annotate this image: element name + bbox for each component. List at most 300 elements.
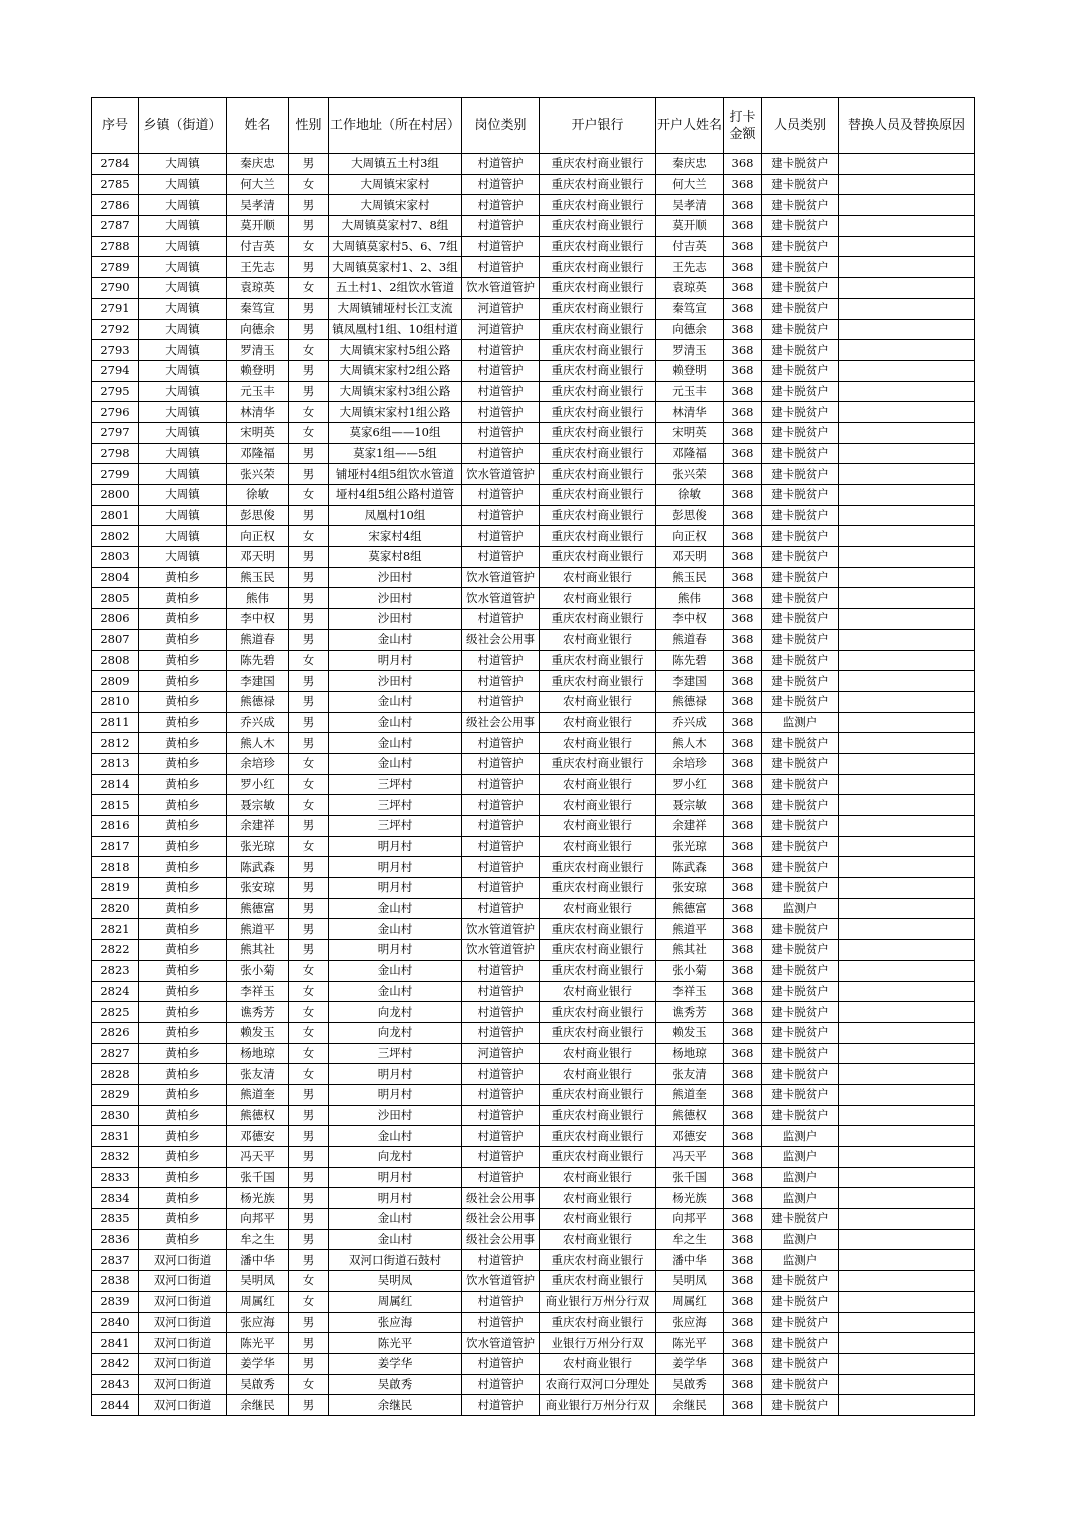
cell-replacement-reason	[839, 629, 975, 650]
cell-replacement-reason	[839, 174, 975, 195]
cell-amount: 368	[724, 422, 762, 443]
cell-work-address: 镇凤凰村1组、10组村道	[329, 319, 462, 340]
cell-work-address: 余继民	[329, 1395, 462, 1416]
table-row	[92, 1333, 975, 1354]
cell-township: 双河口街道	[139, 1374, 227, 1395]
cell-replacement-reason	[839, 1395, 975, 1416]
cell-township: 双河口街道	[139, 1333, 227, 1354]
cell-gender: 男	[289, 216, 329, 237]
table-row	[92, 195, 975, 216]
cell-bank: 农村商业银行	[540, 981, 656, 1002]
cell-bank: 重庆农村商业银行	[540, 422, 656, 443]
cell-amount: 368	[724, 526, 762, 547]
cell-bank: 商业银行万州分行双	[540, 1291, 656, 1312]
cell-person-category: 建卡脱贫户	[762, 1002, 839, 1023]
cell-work-address: 三坪村	[329, 774, 462, 795]
cell-work-address: 垭村4组5组公路村道管	[329, 485, 462, 506]
cell-account-holder: 吴明凤	[656, 1271, 724, 1292]
cell-person-category: 建卡脱贫户	[762, 1084, 839, 1105]
cell-work-address: 明月村	[329, 940, 462, 961]
cell-person-category: 建卡脱贫户	[762, 1105, 839, 1126]
table-row	[92, 1022, 975, 1043]
cell-replacement-reason	[839, 402, 975, 423]
cell-work-address: 沙田村	[329, 671, 462, 692]
cell-index: 2800	[92, 485, 139, 506]
cell-replacement-reason	[839, 650, 975, 671]
cell-person-category: 建卡脱贫户	[762, 319, 839, 340]
cell-name: 陈先碧	[227, 650, 289, 671]
cell-person-category: 建卡脱贫户	[762, 402, 839, 423]
cell-name: 邓德安	[227, 1126, 289, 1147]
cell-name: 邓天明	[227, 547, 289, 568]
cell-index: 2790	[92, 278, 139, 299]
cell-person-category: 建卡脱贫户	[762, 919, 839, 940]
cell-gender: 男	[289, 919, 329, 940]
cell-replacement-reason	[839, 236, 975, 257]
cell-replacement-reason	[839, 1147, 975, 1168]
cell-township: 黄柏乡	[139, 795, 227, 816]
cell-gender: 男	[289, 1395, 329, 1416]
cell-post-type: 村道管护	[462, 1353, 540, 1374]
table-row	[92, 919, 975, 940]
cell-bank: 重庆农村商业银行	[540, 381, 656, 402]
cell-bank: 重庆农村商业银行	[540, 340, 656, 361]
cell-gender: 女	[289, 774, 329, 795]
cell-bank: 重庆农村商业银行	[540, 1105, 656, 1126]
cell-person-category: 建卡脱贫户	[762, 940, 839, 961]
cell-work-address: 大周镇五土村3组	[329, 154, 462, 175]
cell-person-category: 建卡脱贫户	[762, 298, 839, 319]
cell-person-category: 建卡脱贫户	[762, 981, 839, 1002]
cell-township: 大周镇	[139, 298, 227, 319]
cell-index: 2792	[92, 319, 139, 340]
cell-index: 2818	[92, 857, 139, 878]
cell-index: 2840	[92, 1312, 139, 1333]
cell-name: 罗清玉	[227, 340, 289, 361]
cell-gender: 女	[289, 960, 329, 981]
cell-township: 黄柏乡	[139, 1209, 227, 1230]
cell-index: 2838	[92, 1271, 139, 1292]
cell-bank: 重庆农村商业银行	[540, 485, 656, 506]
cell-person-category: 建卡脱贫户	[762, 443, 839, 464]
cell-replacement-reason	[839, 1353, 975, 1374]
cell-township: 双河口街道	[139, 1250, 227, 1271]
cell-index: 2804	[92, 567, 139, 588]
cell-replacement-reason	[839, 712, 975, 733]
cell-person-category: 建卡脱贫户	[762, 526, 839, 547]
cell-work-address: 沙田村	[329, 609, 462, 630]
cell-replacement-reason	[839, 960, 975, 981]
cell-person-category: 建卡脱贫户	[762, 547, 839, 568]
cell-gender: 女	[289, 981, 329, 1002]
cell-bank: 农村商业银行	[540, 1043, 656, 1064]
cell-account-holder: 彭思俊	[656, 505, 724, 526]
cell-township: 大周镇	[139, 319, 227, 340]
cell-post-type: 村道管护	[462, 836, 540, 857]
cell-account-holder: 熊道春	[656, 629, 724, 650]
cell-bank: 重庆农村商业银行	[540, 1147, 656, 1168]
table-row	[92, 1002, 975, 1023]
cell-person-category: 建卡脱贫户	[762, 236, 839, 257]
cell-post-type: 饮水管道管护	[462, 1271, 540, 1292]
cell-account-holder: 熊玉民	[656, 567, 724, 588]
cell-township: 大周镇	[139, 195, 227, 216]
cell-amount: 368	[724, 712, 762, 733]
cell-account-holder: 李中权	[656, 609, 724, 630]
cell-gender: 男	[289, 1250, 329, 1271]
cell-index: 2836	[92, 1229, 139, 1250]
cell-amount: 368	[724, 485, 762, 506]
cell-work-address: 三坪村	[329, 1043, 462, 1064]
cell-replacement-reason	[839, 753, 975, 774]
cell-person-category: 建卡脱贫户	[762, 278, 839, 299]
cell-amount: 368	[724, 1395, 762, 1416]
cell-amount: 368	[724, 1022, 762, 1043]
cell-name: 赖发玉	[227, 1022, 289, 1043]
cell-gender: 女	[289, 1043, 329, 1064]
cell-name: 李中权	[227, 609, 289, 630]
cell-post-type: 村道管护	[462, 650, 540, 671]
cell-work-address: 金山村	[329, 1209, 462, 1230]
table-row	[92, 298, 975, 319]
cell-index: 2817	[92, 836, 139, 857]
cell-gender: 男	[289, 567, 329, 588]
cell-replacement-reason	[839, 526, 975, 547]
cell-amount: 368	[724, 836, 762, 857]
cell-account-holder: 赖发玉	[656, 1022, 724, 1043]
cell-person-category: 监测户	[762, 1229, 839, 1250]
cell-name: 熊德权	[227, 1105, 289, 1126]
cell-name: 李建国	[227, 671, 289, 692]
cell-name: 潘中华	[227, 1250, 289, 1271]
cell-replacement-reason	[839, 195, 975, 216]
cell-gender: 男	[289, 1084, 329, 1105]
cell-name: 熊道春	[227, 629, 289, 650]
cell-township: 大周镇	[139, 505, 227, 526]
cell-work-address: 明月村	[329, 878, 462, 899]
cell-name: 向邦平	[227, 1209, 289, 1230]
cell-gender: 女	[289, 836, 329, 857]
cell-account-holder: 元玉丰	[656, 381, 724, 402]
cell-bank: 重庆农村商业银行	[540, 360, 656, 381]
table-row	[92, 1084, 975, 1105]
cell-township: 黄柏乡	[139, 1147, 227, 1168]
cell-amount: 368	[724, 1188, 762, 1209]
cell-post-type: 河道管护	[462, 298, 540, 319]
cell-amount: 368	[724, 650, 762, 671]
cell-post-type: 村道管护	[462, 1312, 540, 1333]
cell-name: 张兴荣	[227, 464, 289, 485]
cell-index: 2789	[92, 257, 139, 278]
cell-person-category: 建卡脱贫户	[762, 464, 839, 485]
cell-person-category: 建卡脱贫户	[762, 174, 839, 195]
cell-index: 2828	[92, 1064, 139, 1085]
cell-work-address: 沙田村	[329, 588, 462, 609]
cell-account-holder: 熊伟	[656, 588, 724, 609]
cell-name: 李祥玉	[227, 981, 289, 1002]
table-row	[92, 816, 975, 837]
cell-township: 双河口街道	[139, 1271, 227, 1292]
cell-gender: 女	[289, 795, 329, 816]
cell-index: 2829	[92, 1084, 139, 1105]
cell-replacement-reason	[839, 940, 975, 961]
cell-replacement-reason	[839, 878, 975, 899]
cell-amount: 368	[724, 1271, 762, 1292]
cell-replacement-reason	[839, 1312, 975, 1333]
cell-amount: 368	[724, 878, 762, 899]
table-row	[92, 216, 975, 237]
cell-replacement-reason	[839, 1002, 975, 1023]
roster-table	[91, 97, 975, 1416]
cell-account-holder: 李祥玉	[656, 981, 724, 1002]
cell-replacement-reason	[839, 1022, 975, 1043]
cell-person-category: 建卡脱贫户	[762, 960, 839, 981]
cell-amount: 368	[724, 567, 762, 588]
cell-index: 2827	[92, 1043, 139, 1064]
cell-amount: 368	[724, 1167, 762, 1188]
cell-account-holder: 罗小红	[656, 774, 724, 795]
table-row	[92, 1291, 975, 1312]
cell-replacement-reason	[839, 857, 975, 878]
cell-bank: 重庆农村商业银行	[540, 753, 656, 774]
cell-index: 2816	[92, 816, 139, 837]
cell-replacement-reason	[839, 1271, 975, 1292]
cell-name: 熊其社	[227, 940, 289, 961]
cell-person-category: 建卡脱贫户	[762, 1064, 839, 1085]
cell-post-type: 级社会公用事	[462, 629, 540, 650]
cell-gender: 男	[289, 733, 329, 754]
cell-amount: 368	[724, 1064, 762, 1085]
cell-township: 黄柏乡	[139, 1043, 227, 1064]
cell-index: 2787	[92, 216, 139, 237]
cell-person-category: 建卡脱贫户	[762, 505, 839, 526]
cell-name: 彭思俊	[227, 505, 289, 526]
cell-amount: 368	[724, 816, 762, 837]
cell-amount: 368	[724, 257, 762, 278]
cell-person-category: 建卡脱贫户	[762, 1043, 839, 1064]
cell-amount: 368	[724, 216, 762, 237]
cell-amount: 368	[724, 898, 762, 919]
cell-post-type: 村道管护	[462, 898, 540, 919]
cell-name: 王先志	[227, 257, 289, 278]
cell-work-address: 金山村	[329, 712, 462, 733]
cell-work-address: 金山村	[329, 733, 462, 754]
cell-bank: 农村商业银行	[540, 1188, 656, 1209]
cell-bank: 重庆农村商业银行	[540, 278, 656, 299]
cell-index: 2815	[92, 795, 139, 816]
table-row	[92, 609, 975, 630]
cell-gender: 男	[289, 1312, 329, 1333]
cell-person-category: 建卡脱贫户	[762, 422, 839, 443]
table-row	[92, 154, 975, 175]
cell-post-type: 村道管护	[462, 671, 540, 692]
cell-post-type: 级社会公用事	[462, 712, 540, 733]
cell-bank: 商业银行万州分行双	[540, 1395, 656, 1416]
cell-index: 2835	[92, 1209, 139, 1230]
cell-name: 聂宗敏	[227, 795, 289, 816]
table-row	[92, 1167, 975, 1188]
cell-replacement-reason	[839, 257, 975, 278]
cell-gender: 女	[289, 174, 329, 195]
cell-township: 黄柏乡	[139, 919, 227, 940]
cell-name: 何大兰	[227, 174, 289, 195]
cell-index: 2841	[92, 1333, 139, 1354]
cell-bank: 重庆农村商业银行	[540, 960, 656, 981]
cell-amount: 368	[724, 360, 762, 381]
cell-post-type: 村道管护	[462, 1250, 540, 1271]
cell-index: 2801	[92, 505, 139, 526]
cell-post-type: 村道管护	[462, 174, 540, 195]
cell-amount: 368	[724, 505, 762, 526]
cell-amount: 368	[724, 1333, 762, 1354]
table-row	[92, 898, 975, 919]
cell-account-holder: 邓隆福	[656, 443, 724, 464]
cell-work-address: 五土村1、2组饮水管道	[329, 278, 462, 299]
cell-replacement-reason	[839, 298, 975, 319]
cell-township: 黄柏乡	[139, 836, 227, 857]
cell-township: 黄柏乡	[139, 712, 227, 733]
cell-post-type: 饮水管道管护	[462, 588, 540, 609]
table-row	[92, 547, 975, 568]
cell-township: 黄柏乡	[139, 1126, 227, 1147]
cell-amount: 368	[724, 691, 762, 712]
cell-amount: 368	[724, 1209, 762, 1230]
table-row	[92, 174, 975, 195]
cell-work-address: 莫家6组——10组	[329, 422, 462, 443]
cell-index: 2808	[92, 650, 139, 671]
cell-post-type: 村道管护	[462, 1374, 540, 1395]
cell-name: 吴啟秀	[227, 1374, 289, 1395]
cell-work-address: 金山村	[329, 1126, 462, 1147]
cell-index: 2806	[92, 609, 139, 630]
cell-township: 大周镇	[139, 526, 227, 547]
cell-index: 2822	[92, 940, 139, 961]
cell-bank: 重庆农村商业银行	[540, 257, 656, 278]
cell-township: 大周镇	[139, 464, 227, 485]
header-township: 乡镇（街道）	[139, 98, 227, 154]
cell-work-address: 大周镇宋家村3组公路	[329, 381, 462, 402]
cell-name: 杨光族	[227, 1188, 289, 1209]
cell-account-holder: 熊人木	[656, 733, 724, 754]
cell-index: 2842	[92, 1353, 139, 1374]
cell-amount: 368	[724, 1084, 762, 1105]
cell-index: 2821	[92, 919, 139, 940]
cell-account-holder: 谯秀芳	[656, 1002, 724, 1023]
cell-person-category: 建卡脱贫户	[762, 857, 839, 878]
cell-replacement-reason	[839, 216, 975, 237]
cell-replacement-reason	[839, 1291, 975, 1312]
cell-account-holder: 杨地琼	[656, 1043, 724, 1064]
cell-person-category: 建卡脱贫户	[762, 1209, 839, 1230]
cell-amount: 368	[724, 795, 762, 816]
header-post-type: 岗位类别	[462, 98, 540, 154]
table-row	[92, 836, 975, 857]
cell-post-type: 村道管护	[462, 216, 540, 237]
cell-gender: 男	[289, 940, 329, 961]
cell-work-address: 大周镇宋家村1组公路	[329, 402, 462, 423]
cell-township: 黄柏乡	[139, 629, 227, 650]
cell-work-address: 明月村	[329, 1064, 462, 1085]
cell-index: 2807	[92, 629, 139, 650]
cell-index: 2809	[92, 671, 139, 692]
cell-amount: 368	[724, 1147, 762, 1168]
cell-amount: 368	[724, 1312, 762, 1333]
cell-gender: 女	[289, 402, 329, 423]
cell-post-type: 村道管护	[462, 1084, 540, 1105]
cell-gender: 女	[289, 1291, 329, 1312]
cell-work-address: 大周镇宋家村5组公路	[329, 340, 462, 361]
cell-account-holder: 熊德富	[656, 898, 724, 919]
cell-work-address: 大周镇莫家村1、2、3组	[329, 257, 462, 278]
cell-gender: 女	[289, 236, 329, 257]
cell-bank: 农村商业银行	[540, 1064, 656, 1085]
cell-name: 乔兴成	[227, 712, 289, 733]
cell-bank: 重庆农村商业银行	[540, 940, 656, 961]
cell-bank: 重庆农村商业银行	[540, 526, 656, 547]
cell-township: 黄柏乡	[139, 671, 227, 692]
cell-account-holder: 吴啟秀	[656, 1374, 724, 1395]
cell-gender: 女	[289, 526, 329, 547]
header-row	[92, 98, 975, 154]
cell-name: 张应海	[227, 1312, 289, 1333]
cell-account-holder: 莫开顺	[656, 216, 724, 237]
cell-replacement-reason	[839, 1084, 975, 1105]
cell-index: 2839	[92, 1291, 139, 1312]
table-row	[92, 1043, 975, 1064]
cell-gender: 男	[289, 1167, 329, 1188]
cell-person-category: 建卡脱贫户	[762, 195, 839, 216]
cell-index: 2784	[92, 154, 139, 175]
cell-bank: 重庆农村商业银行	[540, 650, 656, 671]
cell-person-category: 建卡脱贫户	[762, 257, 839, 278]
cell-gender: 男	[289, 609, 329, 630]
cell-post-type: 村道管护	[462, 1105, 540, 1126]
cell-replacement-reason	[839, 547, 975, 568]
cell-name: 张安琼	[227, 878, 289, 899]
cell-replacement-reason	[839, 485, 975, 506]
cell-person-category: 建卡脱贫户	[762, 485, 839, 506]
cell-work-address: 明月村	[329, 836, 462, 857]
cell-name: 姜学华	[227, 1353, 289, 1374]
cell-gender: 男	[289, 257, 329, 278]
table-row	[92, 1105, 975, 1126]
cell-work-address: 大周镇宋家村2组公路	[329, 360, 462, 381]
cell-person-category: 建卡脱贫户	[762, 1353, 839, 1374]
cell-post-type: 村道管护	[462, 1291, 540, 1312]
cell-account-holder: 聂宗敏	[656, 795, 724, 816]
cell-post-type: 村道管护	[462, 774, 540, 795]
cell-post-type: 村道管护	[462, 547, 540, 568]
cell-person-category: 建卡脱贫户	[762, 733, 839, 754]
header-index: 序号	[92, 98, 139, 154]
cell-replacement-reason	[839, 1188, 975, 1209]
cell-gender: 男	[289, 381, 329, 402]
cell-bank: 重庆农村商业银行	[540, 505, 656, 526]
cell-person-category: 建卡脱贫户	[762, 1395, 839, 1416]
cell-bank: 农村商业银行	[540, 774, 656, 795]
table-row	[92, 960, 975, 981]
cell-bank: 农村商业银行	[540, 733, 656, 754]
cell-township: 黄柏乡	[139, 981, 227, 1002]
cell-work-address: 大周镇宋家村	[329, 195, 462, 216]
cell-work-address: 陈光平	[329, 1333, 462, 1354]
cell-replacement-reason	[839, 1374, 975, 1395]
table-row	[92, 1147, 975, 1168]
cell-work-address: 明月村	[329, 1188, 462, 1209]
cell-name: 周属红	[227, 1291, 289, 1312]
cell-person-category: 建卡脱贫户	[762, 774, 839, 795]
cell-township: 大周镇	[139, 236, 227, 257]
